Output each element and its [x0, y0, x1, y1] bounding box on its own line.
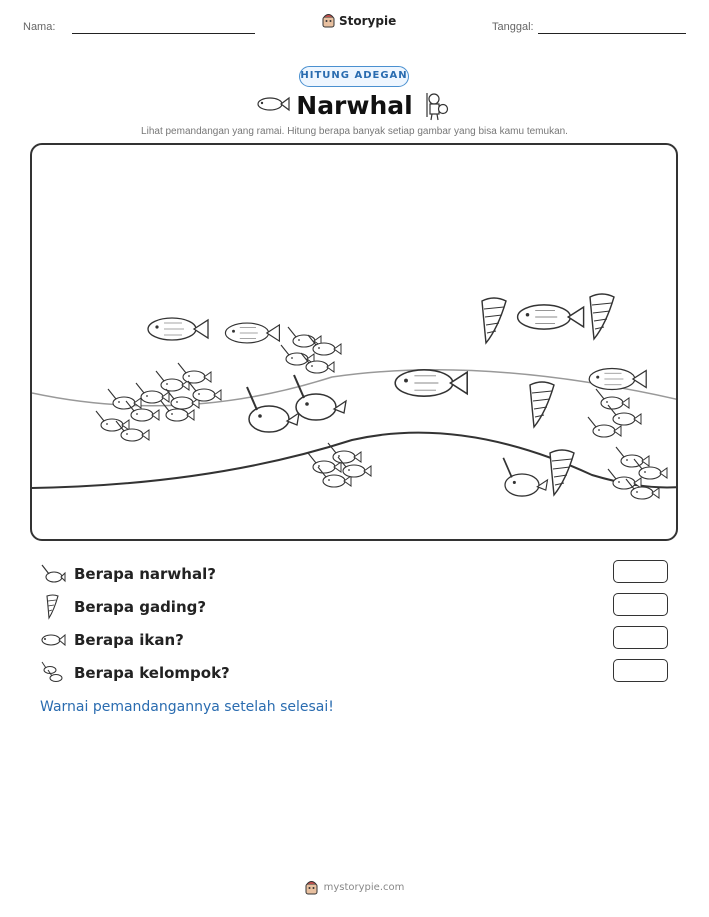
- answer-box-fish[interactable]: [613, 626, 668, 649]
- question-fish: [40, 627, 184, 653]
- scene-illustration: [30, 143, 678, 541]
- activity-badge: HITUNG ADEGAN: [299, 66, 409, 87]
- brand-name: Storypie: [339, 13, 397, 28]
- narwhal-knight-icon: [423, 91, 449, 121]
- narwhal-group-1: [96, 383, 169, 441]
- page-title: Narwhal: [296, 91, 413, 120]
- narwhal-group-5: [588, 389, 641, 437]
- question-tusk: [40, 594, 206, 620]
- storypie-logo-icon: [305, 880, 318, 895]
- scene-drawing: [32, 145, 678, 541]
- group-icon: [40, 660, 66, 686]
- question-text: Berapa kelompok?: [74, 664, 230, 682]
- storypie-logo-icon: [322, 13, 335, 28]
- question-text: Berapa gading?: [74, 598, 207, 616]
- question-group: [40, 660, 230, 686]
- coloring-note: Warnai pemandangannya setelah selesai!: [40, 699, 334, 715]
- footer: [0, 880, 709, 895]
- date-field[interactable]: [538, 33, 686, 34]
- answer-box-group[interactable]: [613, 659, 668, 682]
- tusk-icon: [40, 594, 66, 620]
- narwhal-icon: [40, 561, 66, 587]
- fish-icon: [40, 627, 66, 653]
- name-field[interactable]: [72, 33, 255, 34]
- answer-box-tusk[interactable]: [613, 593, 668, 616]
- footer-url[interactable]: mystorypie.com: [323, 882, 405, 893]
- instructions: Lihat pemandangan yang ramai. Hitung berapa banyak setiap gambar yang bisa kamu temukan.: [141, 126, 568, 137]
- question-text: Berapa narwhal?: [74, 565, 216, 583]
- question-narwhal: [40, 561, 216, 587]
- narwhal-group-3: [281, 327, 341, 373]
- answer-box-narwhal[interactable]: [613, 560, 668, 583]
- name-label: Nama:: [23, 21, 56, 33]
- brand: [322, 13, 396, 28]
- question-text: Berapa ikan?: [74, 631, 184, 649]
- narwhal-group-6: [608, 447, 667, 499]
- date-label: Tanggal:: [492, 21, 534, 33]
- narwhal-group-2: [156, 363, 221, 421]
